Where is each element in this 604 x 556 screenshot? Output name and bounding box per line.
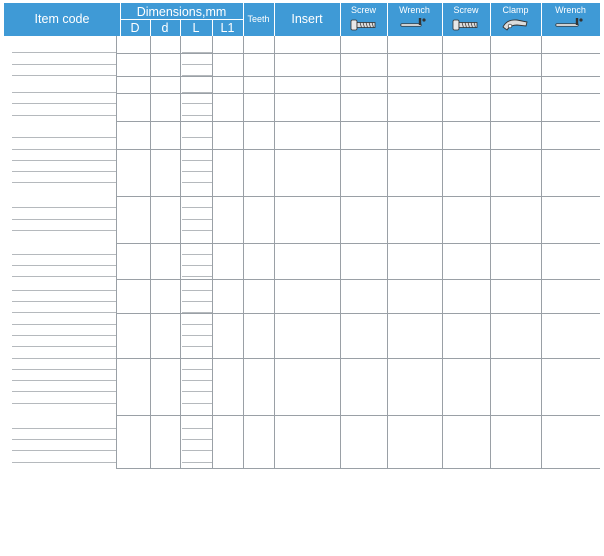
table-header [4, 3, 600, 36]
group-line [116, 313, 600, 314]
header-separator [541, 3, 542, 36]
header-separator [180, 19, 181, 36]
group-line [116, 196, 600, 197]
row-line [12, 92, 116, 93]
row-line [182, 64, 212, 65]
header-wrench: Wrench [399, 5, 430, 15]
row-line [12, 115, 116, 116]
column-line [442, 36, 443, 468]
row-line [12, 462, 116, 463]
header-clamp: Clamp [502, 5, 529, 15]
row-line [12, 254, 116, 255]
column-line [180, 36, 181, 468]
row-line [12, 428, 116, 429]
header-L1: L1 [220, 21, 235, 35]
row-line [12, 52, 116, 53]
row-line [182, 160, 212, 161]
group-line [116, 76, 600, 77]
row-line [12, 290, 116, 291]
row-line [12, 403, 116, 404]
screw-icon [350, 17, 378, 33]
header-separator [387, 3, 388, 36]
row-line [12, 450, 116, 451]
header-separator [490, 3, 491, 36]
row-line [12, 346, 116, 347]
row-line [182, 369, 212, 370]
row-line [12, 230, 116, 231]
row-line [182, 254, 212, 255]
group-line [116, 415, 600, 416]
row-line [12, 137, 116, 138]
row-line [182, 276, 212, 277]
column-line [490, 36, 491, 468]
row-line [12, 182, 116, 183]
group-line [116, 53, 600, 54]
group-line [116, 149, 600, 150]
header-separator [212, 19, 213, 36]
column-line [340, 36, 341, 468]
column-line [212, 36, 213, 468]
group-line [116, 93, 600, 94]
table-body [4, 36, 600, 548]
row-line [182, 265, 212, 266]
column-line [243, 36, 244, 468]
row-line [182, 380, 212, 381]
header-L: L [192, 21, 200, 35]
row-line [12, 207, 116, 208]
row-line [182, 335, 212, 336]
header-separator [150, 19, 151, 36]
row-line [12, 312, 116, 313]
group-line [116, 358, 600, 359]
column-line [150, 36, 151, 468]
header-separator [274, 3, 275, 36]
row-line [182, 103, 212, 104]
row-line [12, 301, 116, 302]
row-line [182, 219, 212, 220]
group-line [116, 243, 600, 244]
row-line [12, 171, 116, 172]
header-D: D [130, 21, 140, 35]
header-teeth: Teeth [247, 14, 270, 24]
group-line [116, 468, 600, 469]
header-dimension-underline [120, 19, 243, 20]
wrench-icon [400, 16, 430, 34]
header-wrench-2: Wrench [555, 5, 586, 15]
row-line [182, 391, 212, 392]
row-line [12, 219, 116, 220]
row-line [12, 439, 116, 440]
row-line [12, 75, 116, 76]
row-line [182, 301, 212, 302]
row-line [12, 369, 116, 370]
group-line [116, 121, 600, 122]
header-d: d [161, 21, 169, 35]
screw-icon [452, 17, 480, 33]
column-line [274, 36, 275, 468]
header-insert: Insert [291, 12, 323, 26]
row-line [12, 265, 116, 266]
column-line [387, 36, 388, 468]
header-dimensions: Dimensions,mm [136, 5, 227, 19]
header-separator [442, 3, 443, 36]
wrench-icon [555, 16, 587, 34]
header-screw-2: Screw [453, 5, 479, 15]
row-line [12, 324, 116, 325]
row-line [182, 182, 212, 183]
column-line [541, 36, 542, 468]
column-line [116, 36, 117, 468]
row-line [12, 335, 116, 336]
row-line [182, 324, 212, 325]
row-line [182, 137, 212, 138]
row-line [182, 290, 212, 291]
row-line [12, 103, 116, 104]
row-line [182, 346, 212, 347]
row-line [182, 171, 212, 172]
row-line [182, 230, 212, 231]
header-separator [340, 3, 341, 36]
header-separator [243, 3, 244, 36]
row-line [182, 403, 212, 404]
row-line [12, 358, 116, 359]
row-line [12, 380, 116, 381]
clamp-icon [501, 15, 531, 35]
row-line [182, 450, 212, 451]
row-line [12, 276, 116, 277]
row-line [182, 207, 212, 208]
row-line [12, 391, 116, 392]
row-line [12, 149, 116, 150]
row-line [182, 115, 212, 116]
row-line [182, 462, 212, 463]
header-item-code: Item code [34, 12, 90, 26]
group-line [116, 279, 600, 280]
row-line [12, 64, 116, 65]
header-screw: Screw [350, 5, 376, 15]
row-line [12, 160, 116, 161]
row-line [182, 439, 212, 440]
row-line [182, 428, 212, 429]
